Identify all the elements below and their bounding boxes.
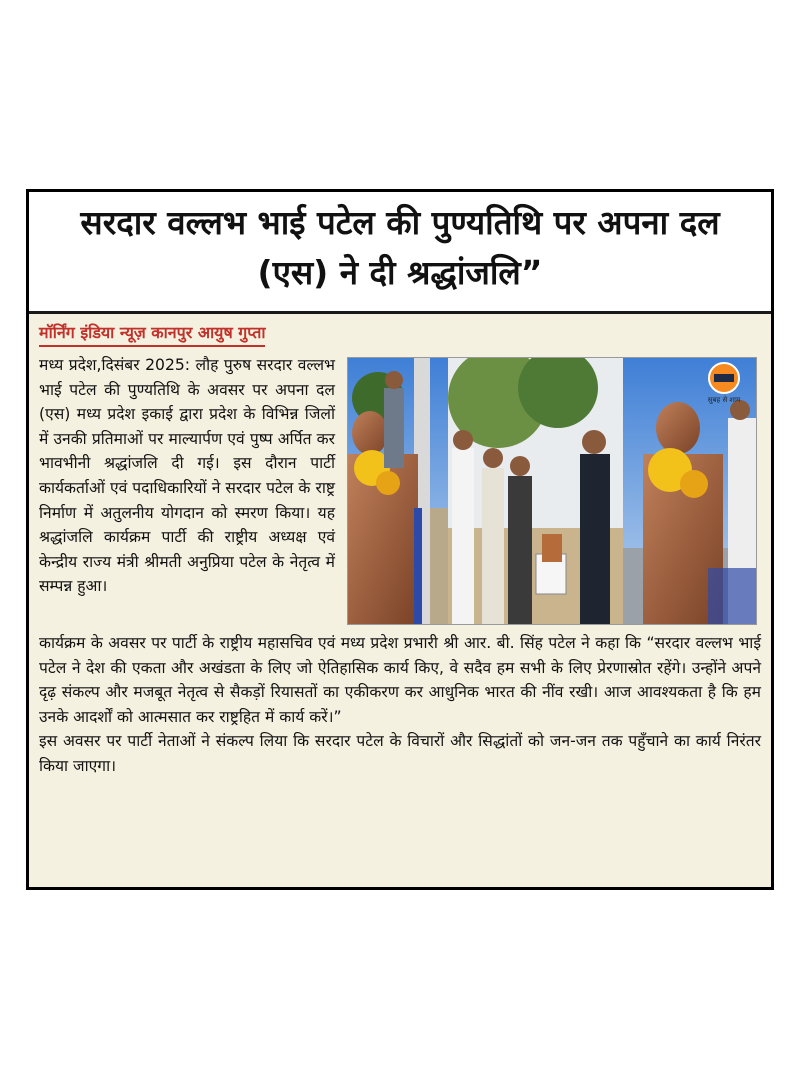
paragraph-2: कार्यक्रम के अवसर पर पार्टी के राष्ट्रीय महासचिव एवं मध्य प्रदेश प्रभारी श्री आर. बी. सिंह पटेल ने कहा कि “सरदार वल्लभ भाई पटेल ने देश की एकता और अखंडता के लिए जो ऐतिहासिक कार्य किए, वे सदैव हम सभी के लिए प्रेरणास्रोत रहेंगे। उन्होंने अपने दृढ़ संकल्प और मजबूत नेतृत्व से सैकड़ों रियासतों का एकीकरण कर आधुनिक भारत की नींव रखी। आज आवश्यकता है कि हम उनके आदर्शों को आत्मसात कर राष्ट्रहित में कार्य करें।” <box>39 634 761 726</box>
byline: मॉर्निंग इंडिया न्यूज़ कानपुर आयुष गुप्ता <box>39 322 265 347</box>
news-clipping <box>26 189 774 890</box>
news-photo <box>347 357 757 625</box>
statue-tribute-photo <box>348 358 756 624</box>
paragraph-3: इस अवसर पर पार्टी नेताओं ने संकल्प लिया कि सरदार पटेल के विचारों और सिद्धांतों को जन-जन तक पहुँचाने का कार्य निरंतर किया जाएगा। <box>39 732 761 775</box>
channel-logo-text: सुबह से शाम <box>707 396 741 404</box>
byline-row <box>29 314 771 347</box>
headline: सरदार वल्लभ भाई पटेल की पुण्यतिथि पर अपना दल (एस) ने दी श्रद्धांजलि” <box>80 203 720 292</box>
headline-box <box>29 192 771 314</box>
article-body <box>29 347 771 779</box>
paragraph-1: मध्य प्रदेश,दिसंबर 2025: लौह पुरुष सरदार वल्लभ भाई पटेल की पुण्यतिथि के अवसर पर अपना दल (एस) मध्य प्रदेश इकाई द्वारा प्रदेश के विभिन्न जिलों में उनकी प्रतिमाओं पर माल्यार्पण एवं पुष्प अर्पित कर भावभीनी श्रद्धांजलि दी गई। इस दौरान पार्टी कार्यकर्ताओं एवं पदाधिकारियों ने सरदार पटेल के राष्ट्र निर्माण में अतुलनीय योगदान को स्मरण किया। यह श्रद्धांजलि कार्यक्रम पार्टी की राष्ट्रीय अध्यक्ष एवं केन्द्रीय राज्य मंत्री श्रीमती अनुप्रिया पटेल के नेतृत्व में सम्पन्न हुआ। <box>39 356 335 596</box>
